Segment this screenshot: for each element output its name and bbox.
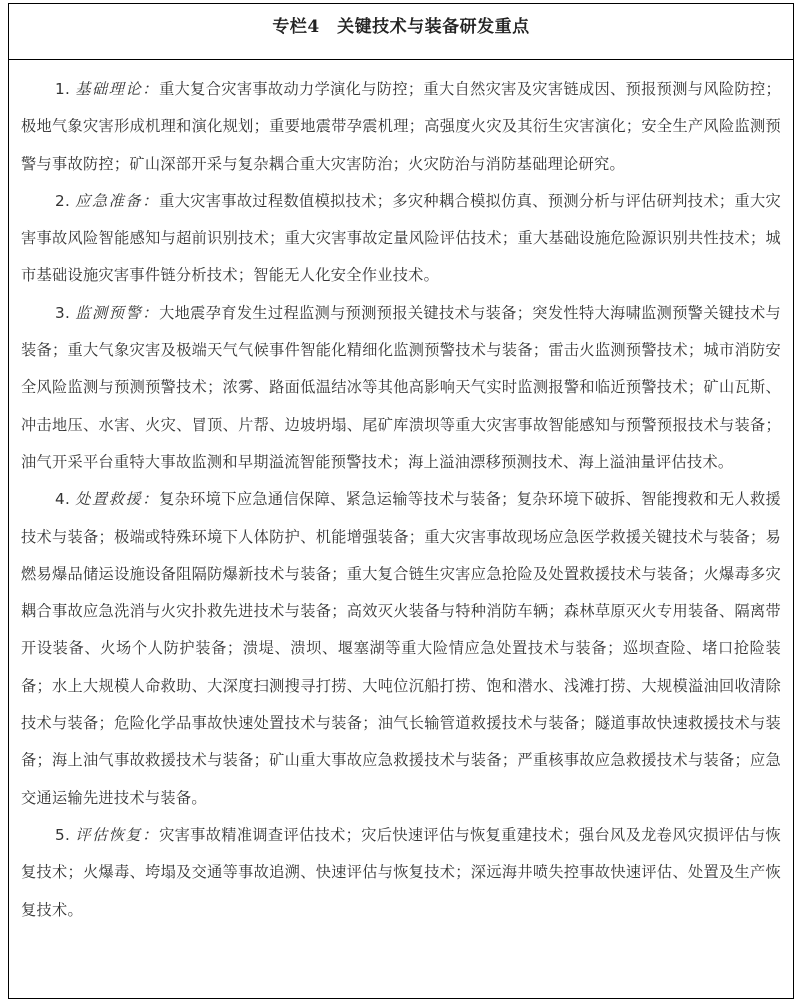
item-text: 灾害事故精准调查评估技术；灾后快速评估与恢复重建技术；强台风及龙卷风灾损评估与恢复技术；火爆毒、垮塌及交通等事故追溯、快速评估与恢复技术；深远海井喷失控事故快速评估、处置及生产恢复技术。 xyxy=(21,825,782,919)
item-heading: 评估恢复： xyxy=(75,825,160,844)
item-text: 重大灾害事故过程数值模拟技术；多灾种耦合模拟仿真、预测分析与评估研判技术；重大灾害事故风险智能感知与超前识别技术；重大灾害事故定量风险评估技术；重大基础设施危险源识别共性技术；城市基础设施灾害事件链分析技术；智能无人化安全作业技术。 xyxy=(21,191,782,285)
special-column-box xyxy=(8,3,794,999)
item-basic-theory xyxy=(21,71,781,183)
item-heading: 应急准备： xyxy=(75,191,160,210)
item-number: 5. xyxy=(55,825,71,844)
item-disposal-rescue xyxy=(21,481,781,817)
item-text: 大地震孕育发生过程监测与预测预报关键技术与装备；突发性特大海啸监测预警关键技术与装备；重大气象灾害及极端天气气候事件智能化精细化监测预警技术与装备；雷击火监测预警技术；城市消防安全风险监测与预测预警技术；浓雾、路面低温结冰等其他高影响天气实时监测报警和临近预警技术；矿山瓦斯、冲击地压、水害、火灾、冒顶、片帮、边坡坍塌、尾矿库溃坝等重大灾害事故智能感知与预警预报技术与装备；油气开采平台重特大事故监测和早期溢流智能预警技术；海上溢油漂移预测技术、海上溢油量评估技术。 xyxy=(21,303,782,471)
column-content xyxy=(9,60,793,929)
item-monitoring-warning xyxy=(21,295,781,481)
item-number: 3. xyxy=(55,303,71,322)
item-heading: 基础理论： xyxy=(75,80,160,98)
item-text: 重大复合灾害事故动力学演化与防控；重大自然灾害及灾害链成因、预报预测与风险防控；极地气象灾害形成机理和演化规划；重要地震带孕震机理；高强度火灾及其衍生灾害演化；安全生产风险监测预警与事故防控；矿山深部开采与复杂耦合重大灾害防治；火灾防治与消防基础理论研究。 xyxy=(21,80,782,173)
column-title: 专栏4 关键技术与装备研发重点 xyxy=(272,17,530,37)
title-row xyxy=(9,4,793,60)
item-heading: 监测预警： xyxy=(75,303,160,322)
item-emergency-preparation xyxy=(21,183,781,295)
item-number: 4. xyxy=(55,490,71,509)
item-heading: 处置救援： xyxy=(75,490,160,509)
item-text: 复杂环境下应急通信保障、紧急运输等技术与装备；复杂环境下破拆、智能搜救和无人救援技术与装备；极端或特殊环境下人体防护、机能增强装备；重大灾害事故现场应急医学救援关键技术与装备；易燃易爆品储运设施设备阻隔防爆新技术与装备；重大复合链生灾害应急抢险及处置救援技术与装备；火爆毒多灾耦合事故应急洗消与火灾扑救先进技术与装备；高效灭火装备与特种消防车辆；森林草原灭火专用装备、隔离带开设装备、火场个人防护装备；溃堤、溃坝、堰塞湖等重大险情应急处置技术与装备；巡坝查险、堵口抢险装备；水上大规模人命救助、大深度扫测搜寻打捞、大吨位沉船打捞、饱和潜水、浅滩打捞、大规模溢油回收清除技术与装备；危险化学品事故快速处置技术与装备；油气长输管道救援技术与装备；隧道事故快速救援技术与装备；海上油气事故救援技术与装备；矿山重大事故应急救援技术与装备；严重核事故应急救援技术与装备；应急交通运输先进技术与装备。 xyxy=(21,490,782,807)
item-number: 2. xyxy=(55,191,71,210)
item-number: 1. xyxy=(55,80,71,98)
item-assessment-recovery xyxy=(21,817,781,929)
